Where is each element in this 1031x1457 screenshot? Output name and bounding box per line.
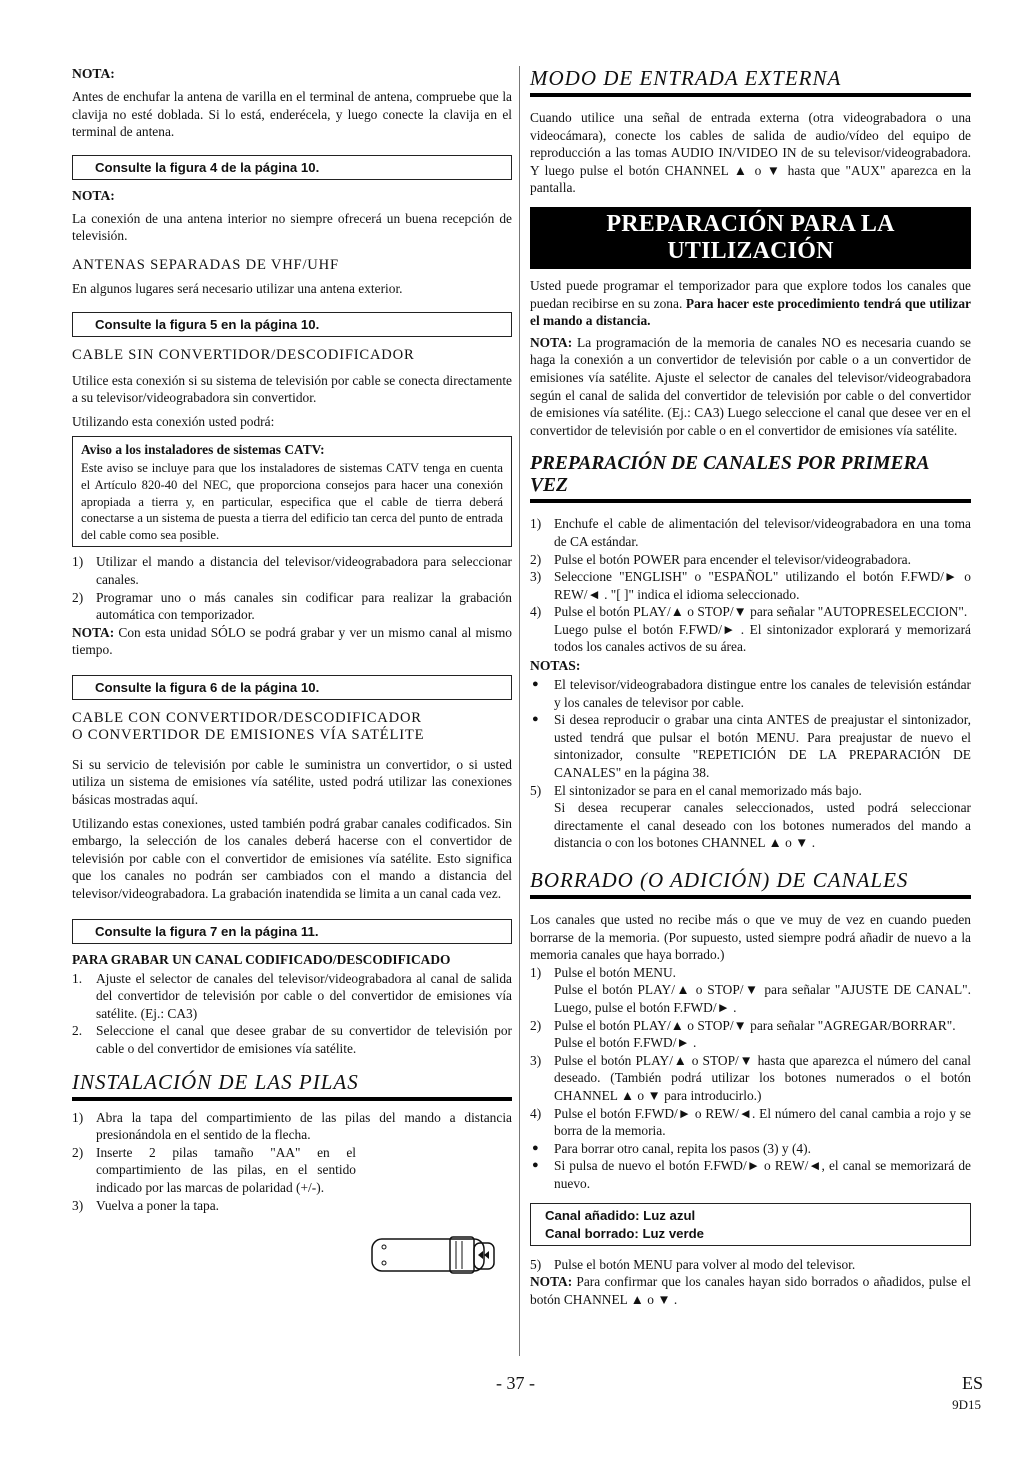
notas-title: NOTAS: [530,658,581,674]
section-heading-cable: CABLE SIN CONVERTIDOR/DESCODIFICADOR [72,346,415,363]
figure-reference-box: Consulte la figura 5 en la página 10. [72,312,512,337]
list-item: 2) Pulse el botón POWER para encender el televisor/videograbadora. [530,551,911,567]
notas-list [530,676,971,782]
grabar-heading: PARA GRABAR UN CANAL CODIFICADO/DESCODIFICADO [72,951,451,967]
canal-borrado-label: Canal borrado: Luz verde [545,1225,705,1241]
bullet-icon: ● [532,678,539,691]
catv-warning-text: Este aviso se incluye para que los instaladores de sistemas CATV tenga en cuenta el Artículo 820-40 del NEC, que proporciona consejos para hacer una conexión apropiada a tierra y, en particular, especifica que el cable de tierra deberá conectarse a un sistema de puesta a tierra del edificio tan cerca del punto de entrada del cable como sea posible. [81,461,503,542]
list-item: 4) Pulse el botón F.FWD/► o REW/◄. El número del canal cambia a rojo y se borra de la memoria. [530,1105,971,1139]
list-item: 3) Pulse el botón PLAY/▲ o STOP/▼ hasta que aparezca el número del canal deseado. (También podrá utilizar los botones numerados o el botón CHANNEL ▲ o ▼ para introducirlo.) [530,1052,971,1103]
figure-reference-box: Consulte la figura 6 de la página 10. [72,675,512,700]
nota-inline: NOTA: Con esta unidad SÓLO se podrá grabar y ver un mismo canal al mismo tiempo. [72,624,512,658]
list-item: 4) Pulse el botón PLAY/▲ o STOP/▼ para señalar "AUTOPRESELECCION". Luego pulse el botón F.FWD/► . El sintonizador explorará y memorizará todos los canales activos de su área. [530,604,971,655]
modo-text: Cuando utilice una señal de entrada externa (otra videograbadora o una videocámara), conecte los cables de salida de audio/vídeo del equipo de reproducción a las tomas AUDIO IN/VIDEO IN de su televisor/videograbadora. Y luego pulse el botón CHANNEL ▲ o ▼ hasta que "AUX" aparezca en la pantalla. [530,110,971,196]
cable-text: Utilice esta conexión si su sistema de televisión por cable se conecta directamente a su televisor/videograbadora sin convertidor. [72,372,512,406]
list-item: 2) Pulse el botón PLAY/▲ o STOP/▼ para señalar "AGREGAR/BORRAR". Pulse el botón F.FWD/► . [530,1017,956,1051]
nota-title: NOTA: [72,187,115,203]
canales-steps [530,515,971,656]
bullet-icon: ● [532,713,539,726]
grabar-list [72,970,512,1058]
prep-text: Usted puede programar el temporizador para que explore todos los canales que puedan recibirse en su zona. Para hacer este procedimiento tendrá que utilizar el mando a distancia. [530,277,971,329]
catv-warning-box [72,436,512,547]
bullet-icon: ● [532,1159,539,1172]
model-code: 9D15 [952,1397,981,1412]
cable-text: Utilizando esta conexión usted podrá: [72,413,275,429]
nota-text: Antes de enchufar la antena de varilla en el terminal de antena, compruebe que la clavija no esté doblada. Si lo está, enderécela, y luego conecte la clavija en el terminal de antena. [72,89,512,140]
column-divider [519,66,520,1356]
nota-title: NOTA: [72,66,115,81]
list-item: ● Si pulsa de nuevo el botón F.FWD/► o REW/◄, el canal se memorizará de nuevo. [532,1158,971,1191]
figure-reference-box: Consulte la figura 4 de la página 10. [72,155,512,180]
borrado-bullets [530,1140,971,1193]
section-heading-modo: MODO DE ENTRADA EXTERNA [530,66,971,97]
cable-list [72,553,512,623]
page-number: - 37 - [496,1373,535,1393]
section-heading-pilas: INSTALACIÓN DE LAS PILAS [72,1070,512,1101]
list-item: 5) El sintonizador se para en el canal memorizado más bajo. Si desea recuperar canales seleccionados, usted podrá seleccionar directamente el canal deseado con los botones numerados del mando a distancia o con los botones CHANNEL ▲ o ▼ . [530,782,971,851]
preparacion-banner: PREPARACIÓN PARA LA UTILIZACIÓN [530,207,971,269]
list-item: 1) Abra la tapa del compartimiento de las pilas del mando a distancia presionándola en el sentido de la flecha. [72,1109,512,1143]
list-item: 2) Programar uno o más canales sin codificar para realizar la grabación automática con temporizador. [72,589,512,623]
left-column [72,66,512,1214]
antenas-text: En algunos lugares será necesario utilizar una antena exterior. [72,280,403,296]
list-item: 3) Seleccione "ENGLISH" o "ESPAÑOL" utilizando el botón F.FWD/► o REW/◄ . "[ ]" indica el idioma seleccionado. [530,569,971,602]
canal-anadido-label: Canal añadido: Luz azul [545,1207,696,1223]
language-code: ES [961,1373,983,1393]
list-item: 1) Pulse el botón MENU. Pulse el botón PLAY/▲ o STOP/▼ para señalar "AJUSTE DE CANAL". Luego, pulse el botón F.FWD/► . [530,964,971,1015]
pilas-list [72,1109,512,1215]
section-heading-borrado: BORRADO (O ADICIÓN) DE CANALES [530,868,971,899]
list-item: ● Si desea reproducir o grabar una cinta ANTES de preajustar el sintonizador, usted tendrá que pulsar el botón MENU. Para preajustar de nuevo el sintonizador, consulte "REPETICIÓN DE LA PREPARACIÓN DE CANALES" en la página 38. [532,712,971,781]
list-item: 2. Seleccione el canal que desee grabar de su convertidor de televisión por cable o del convertidor de emisiones vía satélite. [72,1023,512,1056]
nota-inline: NOTA: La programación de la memoria de canales NO es necesaria cuando se haga la conexión a un convertidor de televisión por cable o a un convertidor de emisiones vía satélite. Ajuste el selector de canales del televisor/videograbadora según el canal de salida del convertidor de televisión por cable o del convertidor de emisiones vía satélite. (Ej.: CA3) Luego seleccione el canal que desee ver en el convertidor de televisión por cable o en el convertidor de emisiones vía satélite. [530,334,971,438]
nota-text: La conexión de una antena interior no siempre ofrecerá un buena recepción de televisión. [72,210,512,244]
section-heading-cable-convertidor: CABLE CON CONVERTIDOR/DESCODIFICADOR O CONVERTIDOR DE EMISIONES VÍA SATÉLITE [72,709,425,743]
list-item: 1) Enchufe el cable de alimentación del televisor/videograbadora en una toma de CA estándar. [530,516,971,549]
catv-warning-title: Aviso a los instaladores de sistemas CATV: [81,442,325,458]
list-item: ● Para borrar otro canal, repita los pasos (3) y (4). [532,1140,811,1156]
cable2-text: Utilizando estas conexiones, usted también podrá grabar canales codificados. Sin embargo, la selección de los canales deberá hacerse con el convertidor de televisión por cable con el convertidor de emisiones vía satélite. Esto significa que los canales no podrán ser cambiados con el mando a distancia del televisor/videograbadora. La grabación inatendida se limita a un canal cada vez. [72,815,512,902]
list-item: 2) Inserte 2 pilas tamaño "AA" en el compartimiento de las pilas, en el sentido indicado por las marcas de polaridad (+/-). [72,1144,356,1195]
borrado-steps [530,964,971,1140]
nota-inline: NOTA: Para confirmar que los canales hayan sido borrados o añadidos, pulse el botón CHANNEL ▲ o ▼ . [530,1274,971,1307]
figure-reference-box: Consulte la figura 7 en la página 11. [72,919,512,944]
list-item: 1. Ajuste el selector de canales del televisor/videograbadora al canal de salida del convertidor de televisión por cable o del convertidor de emisiones vía satélite. (Ej.: CA3) [72,970,512,1021]
bullet-icon: ● [532,1141,539,1154]
borrado-step5 [530,1256,971,1274]
list-item: 1) Utilizar el mando a distancia del televisor/videograbadora para seleccionar canales. [72,554,512,587]
right-column [530,66,971,1308]
borrado-text: Los canales que usted no recibe más o que ve muy de vez en cuando pueden borrarse de la memoria. (Por supuesto, usted siempre podrá añadir de nuevo a la memoria canales que haya borrado.) [530,912,971,963]
section-heading-antenas: ANTENAS SEPARADAS DE VHF/UHF [72,256,339,273]
cable2-text: Si su servicio de televisión por cable le suministra un convertidor, o si usted utiliza un sistema de emisiones vía satélite, usted podrá utilizar las conexiones básicas mostradas aquí. [72,756,512,808]
canales-step5 [530,782,971,852]
list-item: ● El televisor/videograbadora distingue entre los canales de televisión estándar y los canales de televisor por cable. [532,677,971,710]
list-item: 3) Vuelva a poner la tapa. [72,1197,219,1213]
remote-battery-illustration [370,1233,500,1275]
canal-status-box [530,1203,971,1246]
section-heading-canales: PREPARACIÓN DE CANALES POR PRIMERA VEZ [530,453,971,503]
list-item: 5) Pulse el botón MENU para volver al modo del televisor. [530,1256,856,1272]
